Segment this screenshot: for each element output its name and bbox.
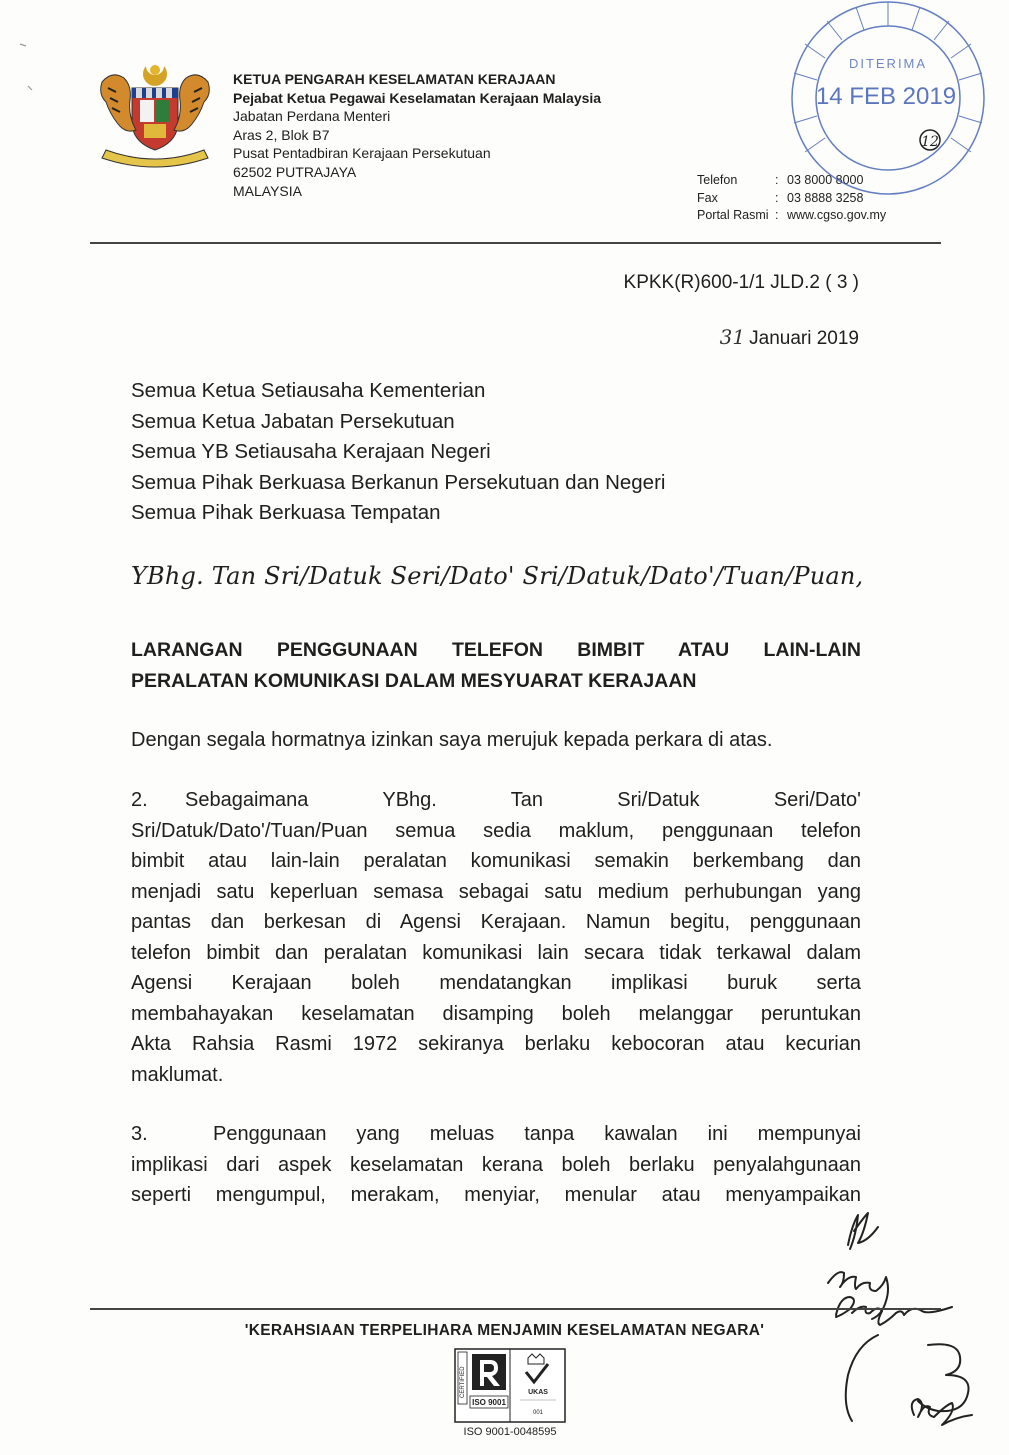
paragraph-line: seperti mengumpul, merakam, menyiar, menular atau menyampaikan xyxy=(131,1184,861,1206)
footer-divider xyxy=(90,1308,941,1310)
salutation: YBhg. Tan Sri/Datuk Seri/Dato' Sri/Datuk/Dato'/Tuan/Puan, xyxy=(131,562,864,590)
reference-number: KPKK(R)600-1/1 JLD.2 ( 3 ) xyxy=(623,272,859,293)
header-divider xyxy=(90,242,941,244)
fax-number: 03 8888 3258 xyxy=(787,190,864,205)
paragraph-line: menjadi satu keperluan semasa sebagai satu medium perhubungan yang xyxy=(131,880,861,903)
paragraph-line: maklumat. xyxy=(131,1063,224,1086)
recipient-line: Semua YB Setiausaha Kerajaan Negeri xyxy=(131,440,491,463)
paragraph-line: Penggunaan yang meluas tanpa kawalan ini mempunyai xyxy=(213,1123,861,1145)
phone-label: Telefon xyxy=(697,173,738,187)
portal-label: Portal Rasmi xyxy=(697,208,769,223)
iso-certification-badge xyxy=(454,1348,566,1423)
stamp-status: DITERIMA xyxy=(848,56,928,71)
subject-line: PERALATAN KOMUNIKASI DALAM MESYUARAT KERAJAAN xyxy=(131,669,697,692)
badge-certified-text: CERTIFIED xyxy=(460,1366,466,1398)
stamp-date: 14 FEB 2019 xyxy=(815,83,957,110)
address-line: Pusat Pentadbiran Kerajaan Persekutuan xyxy=(233,145,491,162)
paragraph-text: Dengan segala hormatnya izinkan saya merujuk kepada perkara di atas. xyxy=(131,729,773,751)
letterhead xyxy=(233,70,601,200)
paragraph-line: telefon bimbit dan peralatan komunikasi lain secara tidak terkawal dalam xyxy=(131,941,861,964)
fax-label: Fax xyxy=(697,190,718,205)
paragraph-line: Sri/Datuk/Dato'/Tuan/Puan semua sedia maklum, penggunaan telefon xyxy=(131,819,861,842)
iso-certificate-number: ISO 9001-0048595 xyxy=(463,1426,557,1438)
paragraph-line: membahayakan keselamatan disamping boleh melanggar peruntukan xyxy=(131,1002,861,1025)
recipient-line: Semua Pihak Berkuasa Tempatan xyxy=(131,501,441,524)
paragraph-number: 2. xyxy=(131,789,148,811)
recipient-line: Semua Ketua Jabatan Persekutuan xyxy=(131,409,455,433)
recipients-list xyxy=(131,376,665,529)
contact-block: Telefon : 03 8000 8000 Fax : 03 8888 3258 Portal Rasmi : www.cgso.gov.my xyxy=(697,172,886,225)
paragraph-line: implikasi dari aspek keselamatan kerana boleh berlaku penyalahgunaan xyxy=(131,1153,861,1176)
coat-of-arms-logo xyxy=(88,58,222,170)
stamp-handwritten-number: 12 xyxy=(921,134,939,150)
paragraph-3 xyxy=(131,1119,861,1211)
address-line: Aras 2, Blok B7 xyxy=(233,126,330,143)
paragraph-line: bimbit atau lain-lain peralatan komunikasi semakin berkembang dan xyxy=(131,850,861,872)
date-day-handwritten: 31 xyxy=(719,325,746,349)
portal-link[interactable]: www.cgso.gov.my xyxy=(787,208,887,223)
paragraph-number: 3. xyxy=(131,1123,148,1145)
paragraph-1 xyxy=(131,725,861,756)
address-line: MALAYSIA xyxy=(233,182,302,199)
received-stamp xyxy=(766,0,988,200)
scan-speck-mark xyxy=(14,36,44,96)
recipient-line: Semua Ketua Setiausaha Kementerian xyxy=(131,379,486,402)
paragraph-line: pantas dan berkesan di Agensi Kerajaan. Namun begitu, penggunaan xyxy=(131,911,861,933)
subject-line: LARANGAN PENGGUNAAN TELEFON BIMBIT ATAU LAIN-LAIN xyxy=(131,639,861,661)
handwritten-annotation xyxy=(818,1195,1008,1445)
recipient-line: Semua Pihak Berkuasa Berkanun Persekutuan dan Negeri xyxy=(131,470,666,494)
address-line: 62502 PUTRAJAYA xyxy=(233,163,357,180)
letterhead-title: KETUA PENGARAH KESELAMATAN KERAJAAN xyxy=(233,71,556,87)
phone-number: 03 8000 8000 xyxy=(787,173,864,187)
paragraph-line: Sebagaimana YBhg. Tan Sri/Datuk Seri/Dato' xyxy=(185,789,861,811)
letterhead-office: Pejabat Ketua Pegawai Keselamatan Kerajaan Malaysia xyxy=(233,89,602,106)
date-month-year: Januari 2019 xyxy=(749,328,859,349)
paragraph-line: Agensi Kerajaan boleh mendatangkan implikasi buruk serta xyxy=(131,972,861,994)
footer-motto: 'KERAHSIAAN TERPELIHARA MENJAMIN KESELAMATAN NEGARA' xyxy=(244,1322,765,1339)
subject-heading xyxy=(131,635,861,696)
badge-ukas-code: 001 xyxy=(532,1410,544,1416)
letter-date xyxy=(720,325,859,350)
address-line: Jabatan Perdana Menteri xyxy=(233,108,391,125)
badge-iso-text: ISO 9001 xyxy=(472,1398,506,1407)
paragraph-line: Akta Rahsia Rasmi 1972 sekiranya berlaku kebocoran atau kecurian xyxy=(131,1033,861,1055)
badge-ukas-text: UKAS xyxy=(528,1389,548,1396)
paragraph-2 xyxy=(131,785,861,1090)
